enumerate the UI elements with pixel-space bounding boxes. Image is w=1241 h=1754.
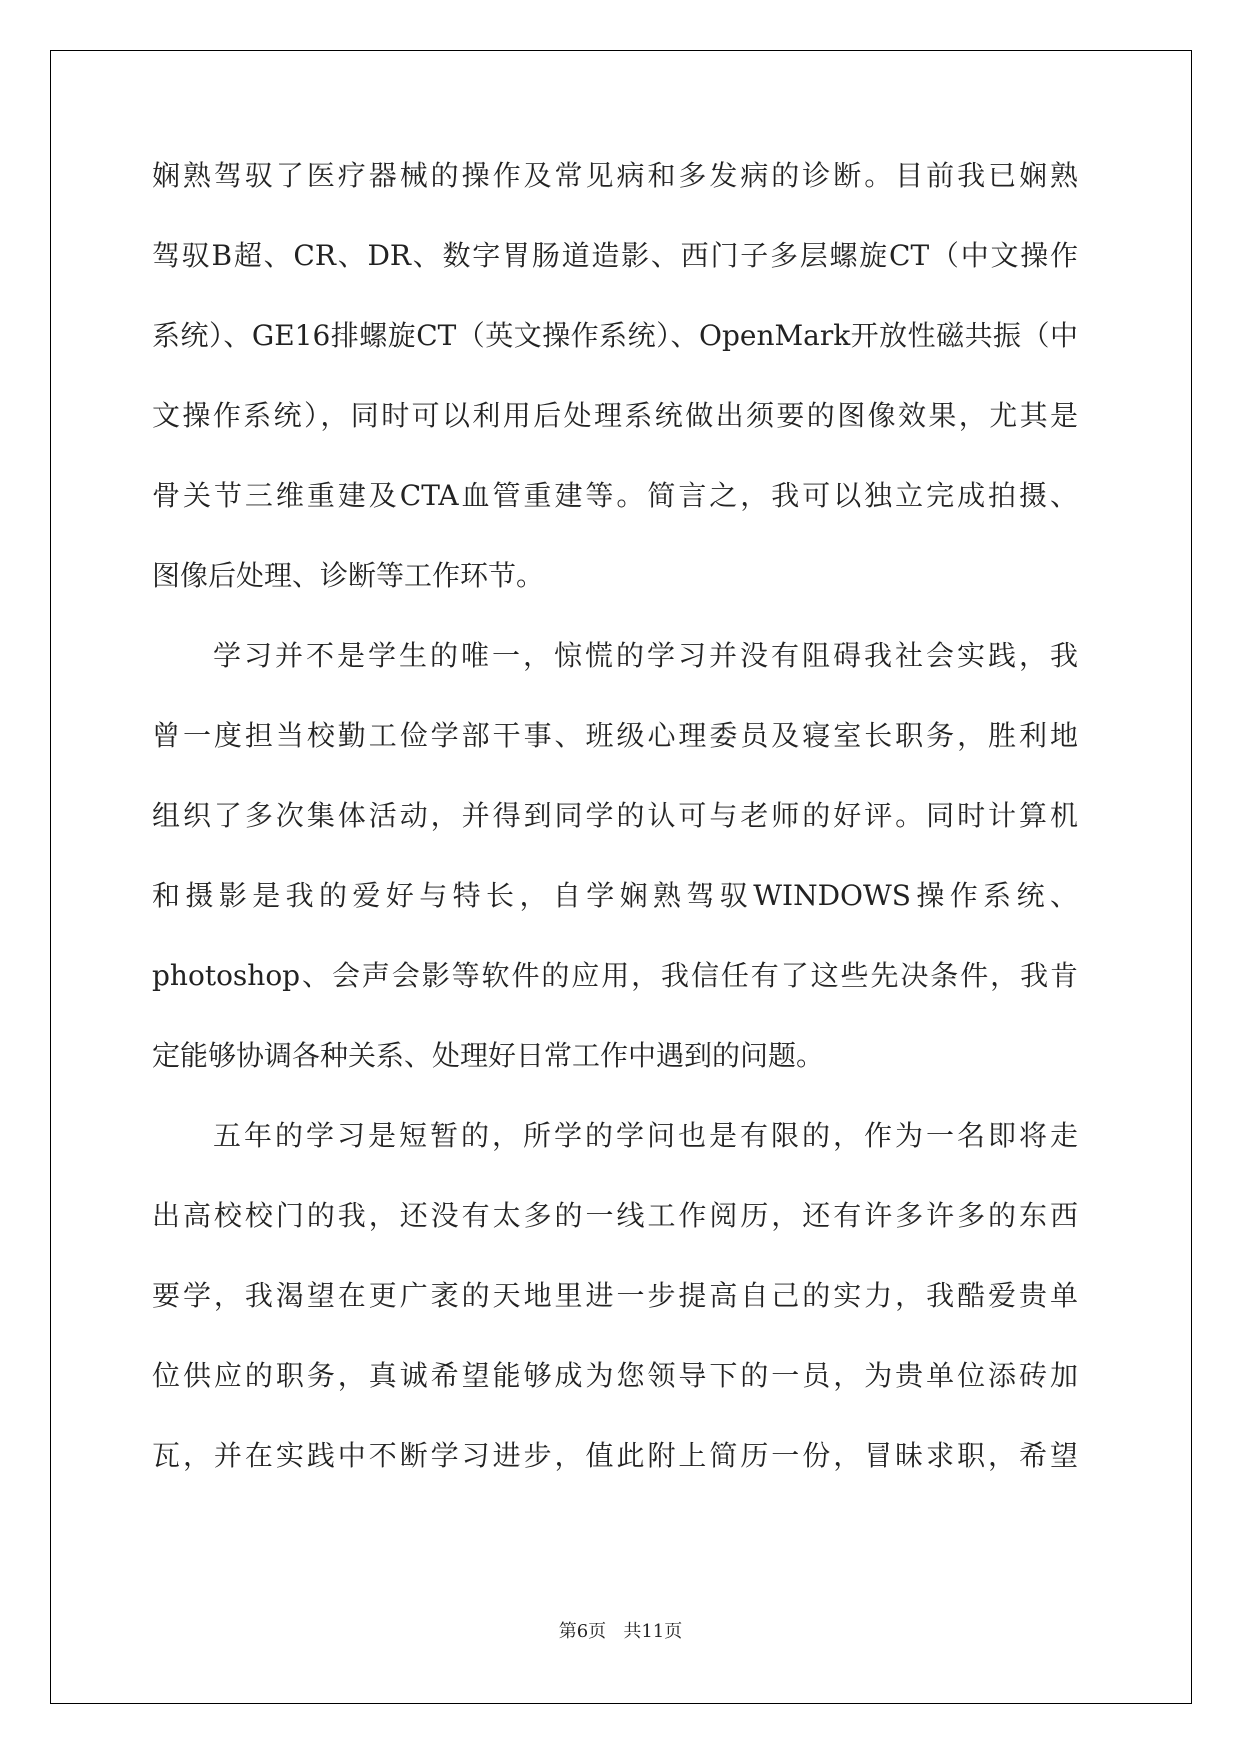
- text-line: photoshop、会声会影等软件的应用，我信任有了这些先决条件，我肯: [152, 959, 1078, 992]
- text-line: 图像后处理、诊断等工作环节。: [152, 559, 545, 592]
- text-line: 骨关节三维重建及CTA血管重建等。简言之，我可以独立完成拍摄、: [152, 479, 1078, 512]
- text-line: 要学，我渴望在更广袤的天地里进一步提高自己的实力，我酷爱贵单: [152, 1279, 1078, 1312]
- text-line: 位供应的职务，真诚希望能够成为您领导下的一员，为贵单位添砖加: [152, 1359, 1078, 1392]
- text-line: 文操作系统），同时可以利用后处理系统做出须要的图像效果，尤其是: [152, 399, 1078, 432]
- text-line: 组织了多次集体活动，并得到同学的认可与老师的好评。同时计算机: [152, 799, 1078, 832]
- text-line: 曾一度担当校勤工俭学部干事、班级心理委员及寝室长职务，胜利地: [152, 719, 1078, 752]
- text-line: 驾驭B超、CR、DR、数字胃肠道造影、西门子多层螺旋CT（中文操作: [152, 239, 1078, 272]
- text-line: 瓦，并在实践中不断学习进步，值此附上简历一份，冒昧求职，希望: [152, 1439, 1078, 1472]
- text-line: 和摄影是我的爱好与特长，自学娴熟驾驭WINDOWS操作系统、: [152, 879, 1078, 912]
- text-line: 五年的学习是短暂的，所学的学问也是有限的，作为一名即将走: [213, 1119, 1078, 1152]
- text-line: 系统）、GE16排螺旋CT（英文操作系统）、OpenMark开放性磁共振（中: [152, 319, 1078, 352]
- document-body: [152, 158, 1078, 1518]
- text-line: 定能够协调各种关系、处理好日常工作中遇到的问题。: [152, 1039, 825, 1072]
- text-line: 娴熟驾驭了医疗器械的操作及常见病和多发病的诊断。目前我已娴熟: [152, 159, 1078, 192]
- text-line: 学习并不是学生的唯一，惊慌的学习并没有阻碍我社会实践，我: [213, 639, 1078, 672]
- text-line: 出高校校门的我，还没有太多的一线工作阅历，还有许多许多的东西: [152, 1199, 1078, 1232]
- page-footer: 第6页 共11页: [558, 1621, 683, 1642]
